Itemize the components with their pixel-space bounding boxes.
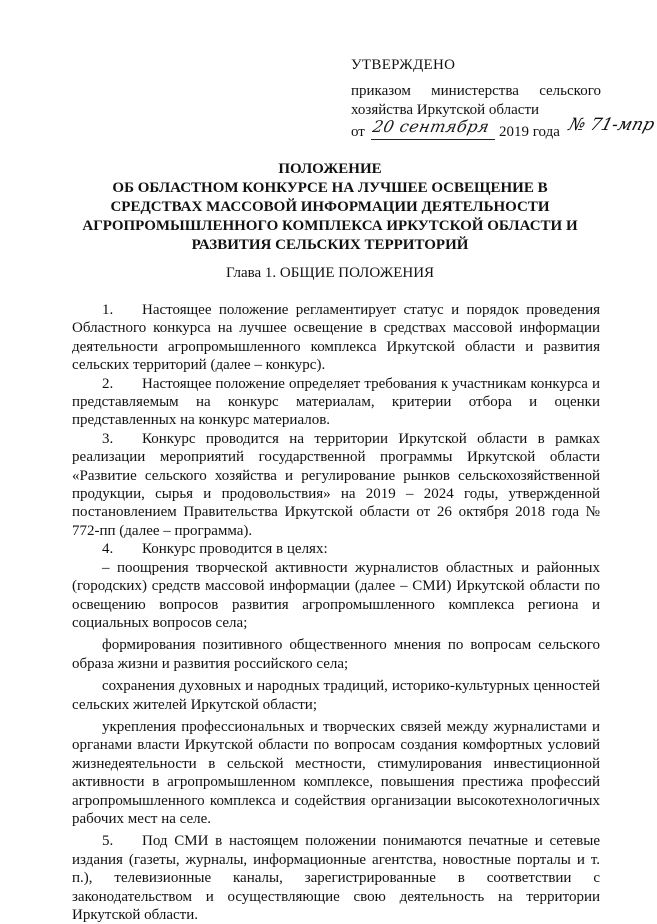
- title-line: АГРОПРОМЫШЛЕННОГО КОМПЛЕКСА ИРКУТСКОЙ ОБЛАСТИ И: [82, 218, 578, 234]
- paragraph-number: 2.: [102, 375, 114, 392]
- title-line: СРЕДСТВАХ МАССОВОЙ ИНФОРМАЦИИ ДЕЯТЕЛЬНОСТИ: [110, 199, 550, 215]
- approval-line-1: [351, 82, 601, 101]
- approval-date-line: [351, 115, 657, 142]
- paragraph-5: [72, 832, 600, 924]
- handwritten-order-number: № 71-мпр: [566, 115, 657, 135]
- goal-item: – поощрения творческой активности журналистов областных и районных (городских) средств массовой информации (далее – СМИ) Иркутской области по освещению вопросов развития агропромышленного комплекса региона и социальных вопросов села;: [72, 559, 600, 631]
- chapter-heading: Глава 1. ОБЩИЕ ПОЛОЖЕНИЯ: [225, 265, 435, 281]
- approval-heading: УТВЕРЖДЕНО: [351, 57, 456, 73]
- title-line: РАЗВИТИЯ СЕЛЬСКИХ ТЕРРИТОРИЙ: [191, 237, 469, 253]
- paragraph-number: 4.: [102, 541, 114, 558]
- document-title: [60, 160, 600, 255]
- paragraph-text: Настоящее положение определяет требования к участникам конкурса и представляемым на конкурс материалам, критерии отбора и оценки представленных на конкурс материалов.: [72, 375, 600, 429]
- paragraph-2: [72, 375, 600, 430]
- paragraph-1: [72, 301, 600, 375]
- paragraph-3: [72, 430, 600, 540]
- paragraph-text: Конкурс проводится на территории Иркутской области в рамках реализации мероприятий государственной программы Иркутской области «Развитие сельского хозяйства и регулирование рынков сельскохозяйственной продукции, сырья и продовольствия» на 2019 – 2024 годы, утвержденной постановлением Правительства Иркутской области от 26 октября 2018 года № 772-пп (далее – программа).: [72, 430, 600, 539]
- approval-word: сельского: [539, 83, 601, 99]
- paragraph-text: Настоящее положение регламентирует статус и порядок проведения Областного конкурса на лучшее освещение в средствах массовой информации деятельности агропромышленного комплекса Иркутской области и развития сельских территорий (далее – конкурс).: [72, 302, 600, 374]
- document-body: [72, 301, 600, 924]
- paragraph-number: 1.: [102, 302, 114, 318]
- goal-item: формирования позитивного общественного мнения по вопросам сельского образа жизни и развития российского села;: [72, 637, 600, 672]
- date-underline: [371, 139, 495, 140]
- approval-word: министерства: [431, 83, 519, 99]
- title-line: ОБ ОБЛАСТНОМ КОНКУРСЕ НА ЛУЧШЕЕ ОСВЕЩЕНИЕ В: [112, 180, 548, 196]
- goal-item: укрепления профессиональных и творческих связей между журналистами и органами власти Иркутской области по вопросам создания комфортных условий жизнедеятельности в сельской местности, стимулирования инвестиционной активности в агропромышленном комплексе, повышения престижа профессий агропромышленного комплекса и содействия организации высокотехнологичных рабочих мест на селе.: [72, 718, 600, 827]
- approval-word: приказом: [351, 83, 411, 99]
- handwritten-date: 20 сентября: [370, 117, 492, 136]
- approval-ot: от: [351, 124, 365, 140]
- paragraph-number: 5.: [102, 833, 114, 850]
- goal-item: сохранения духовных и народных традиций, историко-культурных ценностей сельских жителей Иркутской области;: [72, 678, 600, 713]
- paragraph-number: 3.: [102, 430, 114, 447]
- paragraph-4: [72, 540, 600, 558]
- approval-block: [351, 56, 657, 142]
- approval-line-2: хозяйства Иркутской области: [351, 102, 540, 118]
- approval-year: 2019 года: [499, 124, 560, 140]
- title-line: ПОЛОЖЕНИЕ: [278, 161, 382, 177]
- paragraph-text: Под СМИ в настоящем положении понимаются печатные и сетевые издания (газеты, журналы, информационные агентства, новостные порталы и т. п.), телевизионные каналы, зарегистрированные в соответствии с законодательством и осуществляющие свою деятельность на территории Иркутской области.: [72, 833, 600, 923]
- paragraph-text: Конкурс проводится в целях:: [142, 541, 328, 558]
